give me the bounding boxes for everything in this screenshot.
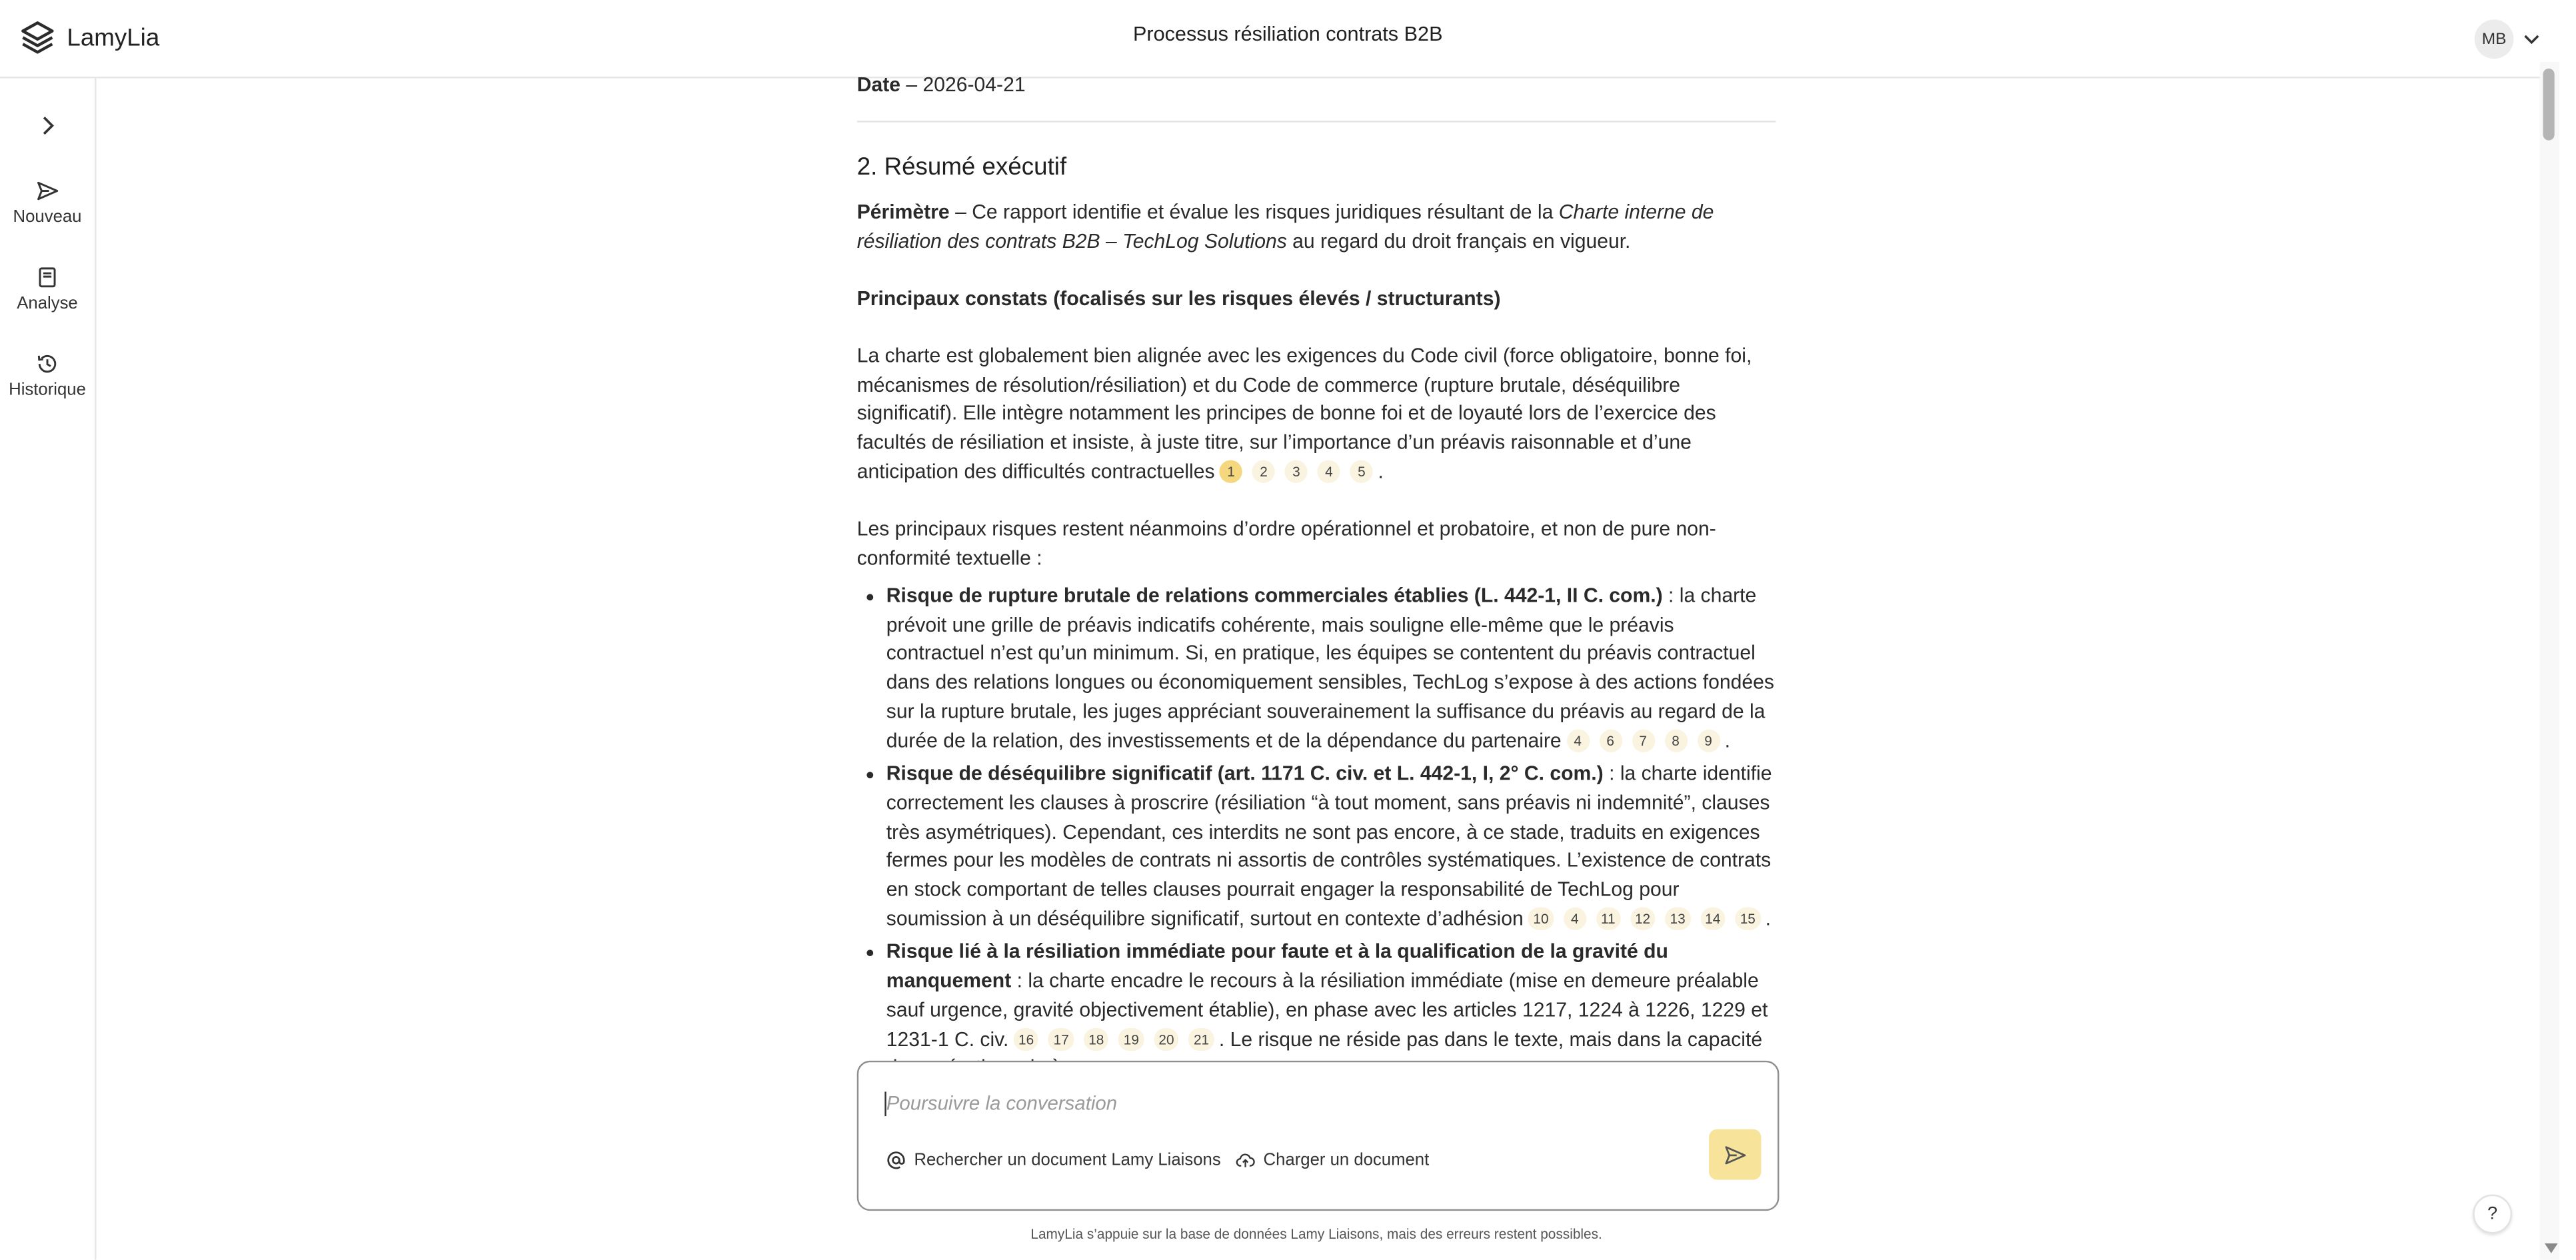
top-bar	[0, 0, 2559, 79]
vertical-scrollbar[interactable]	[2540, 62, 2559, 1260]
sidebar-item-label: Analyse	[17, 293, 78, 314]
cloud-upload-icon	[1236, 1151, 1255, 1170]
citation-badge[interactable]: 13	[1665, 907, 1690, 930]
risks-list	[857, 582, 1778, 1083]
app-name: LamyLia	[67, 23, 160, 52]
send-icon	[36, 179, 59, 202]
upload-document-label: Charger un document	[1263, 1150, 1430, 1170]
date-label: Date	[856, 73, 901, 97]
citation-badge[interactable]: 16	[1014, 1027, 1039, 1050]
summary-text: La charte est globalement bien alignée avec les exigences du Code civil (force obligatoire, bonne foi, mécanismes de résolution/résiliation) et du Code de commerce (rupture brutale, déséquilibre significatif). Elle intègre notamment les principes de bonne foi et de loyauté lors de l’exercice des facultés de résiliation et insiste, à juste titre, sur l’importance d’un préavis raisonnable et d’une anticipation des difficultés contractuelles	[856, 344, 1752, 483]
date-value: 2026-04-21	[922, 73, 1026, 97]
citation-badge[interactable]: 8	[1664, 729, 1687, 752]
risk-tail-text: Le risque ne réside pas dans le texte, mais dans la capacité	[1230, 1027, 1763, 1051]
section-title: 2. Résumé exécutif	[856, 153, 1067, 181]
history-icon	[36, 352, 59, 375]
risk-title: Risque de rupture brutale de relations commerciales établies (L. 442-1, II C. com.)	[886, 584, 1663, 608]
search-lamy-document-button[interactable]	[886, 1151, 1221, 1170]
perimetre-text: – Ce rapport identifie et évalue les risques juridiques résultant de la	[949, 201, 1559, 224]
chevron-down-icon[interactable]	[2522, 29, 2541, 49]
perimetre-text-end: au regard du droit français en vigueur.	[1286, 229, 1631, 253]
date-separator: –	[900, 73, 923, 97]
perimetre-label: Périmètre	[856, 201, 950, 224]
sidebar	[0, 79, 96, 1260]
chevron-right-icon[interactable]	[36, 114, 59, 137]
citation-badge[interactable]: 15	[1735, 907, 1760, 930]
citation-badge[interactable]: 11	[1596, 907, 1620, 930]
sidebar-item-label: Historique	[9, 380, 86, 400]
citation-badge[interactable]: 4	[1564, 907, 1586, 930]
citation-badge[interactable]: 4	[1566, 729, 1589, 752]
citation-badge[interactable]: 18	[1084, 1027, 1109, 1050]
risk-text: : la charte encadre le recours à la résiliation immédiate (mise en demeure préalable sauf urgence, gravité objectivement établie), en phase avec les articles 1217, 1224 à 1226, 1229 et 1231-1 C. civ.	[886, 969, 1768, 1051]
risk-title: Risque de déséquilibre significatif (art. 1171 C. civ. et L. 442-1, I, 2° C. com.)	[886, 762, 1604, 786]
risk-text-end: .	[1724, 728, 1730, 752]
sidebar-item-historique[interactable]	[0, 352, 95, 400]
at-sign-icon	[886, 1151, 906, 1170]
citation-badge[interactable]: 7	[1632, 729, 1654, 752]
sidebar-item-analyse[interactable]	[0, 266, 95, 313]
citation-badge[interactable]: 19	[1118, 1027, 1144, 1050]
risk-title: Risque lié à la résiliation immédiate pour faute et à la qualification de la gravité du manquement	[886, 940, 1668, 993]
book-icon	[36, 266, 59, 289]
chat-input[interactable]: Poursuivre la conversation	[886, 1091, 1118, 1115]
constats-heading-text: Principaux constats (focalisés sur les risques élevés / structurants)	[856, 287, 1501, 311]
citation-badge[interactable]: 6	[1599, 729, 1622, 752]
citation-badge[interactable]: 3	[1285, 460, 1308, 482]
avatar[interactable]: MB	[2475, 19, 2514, 59]
chat-composer	[857, 1061, 1780, 1211]
conversation-title: Processus résiliation contrats B2B	[1132, 23, 1443, 46]
user-menu[interactable]	[2475, 19, 2541, 59]
risks-intro-text: Les principaux risques restent néanmoins d’ordre opérationnel et probatoire, et non de pure non-conformité textuelle :	[856, 517, 1716, 569]
risks-intro-paragraph	[857, 516, 1778, 574]
citation-badge[interactable]: 9	[1697, 729, 1720, 752]
report-content	[856, 73, 1780, 1057]
sidebar-item-label: Nouveau	[13, 207, 82, 227]
sidebar-item-nouveau[interactable]	[0, 179, 95, 227]
send-icon	[1724, 1143, 1746, 1166]
date-line	[857, 72, 1026, 101]
citation-badge[interactable]: 4	[1318, 460, 1340, 482]
citation-badge[interactable]: 5	[1350, 460, 1373, 482]
summary-paragraph: La charte est globalement bien alignée avec les exigences du Code civil (force obligatoire, bonne foi, mécanismes de résolution/résiliation) et du Code de commerce (rupture brutale, déséquilibre significatif). Elle intègre notamment les principes de bonne foi et de loyauté lors de l’exercice des facultés de résiliation et insiste, à juste titre, sur l’importance d’un préavis raisonnable et d’une anticipation des difficultés contractuelles 1 2 3 4 5 .	[856, 344, 1752, 483]
risk-text-end: .	[1218, 1027, 1225, 1051]
disclaimer-text: LamyLia s’appuie sur la base de données Lamy Liaisons, mais des erreurs restent possibles.	[1030, 1225, 1602, 1242]
citation-badge[interactable]: 10	[1528, 907, 1554, 930]
search-lamy-document-label: Rechercher un document Lamy Liaisons	[914, 1150, 1221, 1170]
citation-group	[1215, 460, 1378, 482]
constats-heading	[857, 286, 1778, 315]
divider	[857, 121, 1776, 122]
citation-badge[interactable]: 21	[1189, 1027, 1214, 1050]
perimetre-document-title: Charte interne de résiliation des contrats B2B – TechLog Solutions	[856, 201, 1714, 253]
upload-document-button[interactable]	[1236, 1151, 1429, 1170]
citation-badge[interactable]: 17	[1048, 1027, 1074, 1050]
send-button[interactable]	[1709, 1129, 1761, 1180]
risk-item	[857, 582, 1778, 756]
risk-text: : la charte identifie correctement les clauses à proscrire (résiliation “à tout moment, sans préavis ni indemnité”, clauses très asymétriques). Cependant, ces interdits ne sont pas encore, à ce stade, traduits en exigences fermes pour les modèles de contrats ni assortis de contrôles systématiques. L’existence de contrats en stock comportant de telles clauses pourrait engager la responsabilité de TechLog pour soumission à un déséquilibre significatif, surtout en contexte d’adhésion	[886, 762, 1772, 930]
citation-badge[interactable]: 2	[1252, 460, 1275, 482]
risks-list-wrapper	[857, 582, 1778, 1088]
risk-text: : la charte prévoit une grille de préavis indicatifs cohérente, mais souligne elle-même que le préavis contractuel n’est qu’un minimum. Si, en pratique, les équipes se contentent du préavis contractuel dans des relations longues ou économiquement sensibles, TechLog s’expose à des actions fondées sur la rupture brutale, les juges appréciant souverainement la suffisance du préavis au regard de la durée de la relation, des investissements et de la dépendance du partenaire	[886, 584, 1774, 752]
risk-item	[857, 761, 1778, 934]
citation-badge[interactable]: 1	[1220, 460, 1242, 482]
citation-badge[interactable]: 14	[1700, 907, 1726, 930]
citation-badge[interactable]: 12	[1630, 907, 1656, 930]
scroll-down-arrow-icon[interactable]	[2545, 1243, 2558, 1253]
help-button[interactable]: ?	[2473, 1195, 2512, 1234]
scrollbar-thumb[interactable]	[2543, 69, 2555, 141]
citation-badge[interactable]: 20	[1154, 1027, 1179, 1050]
perimetre-paragraph	[857, 199, 1778, 257]
risk-text-end: .	[1765, 906, 1771, 930]
